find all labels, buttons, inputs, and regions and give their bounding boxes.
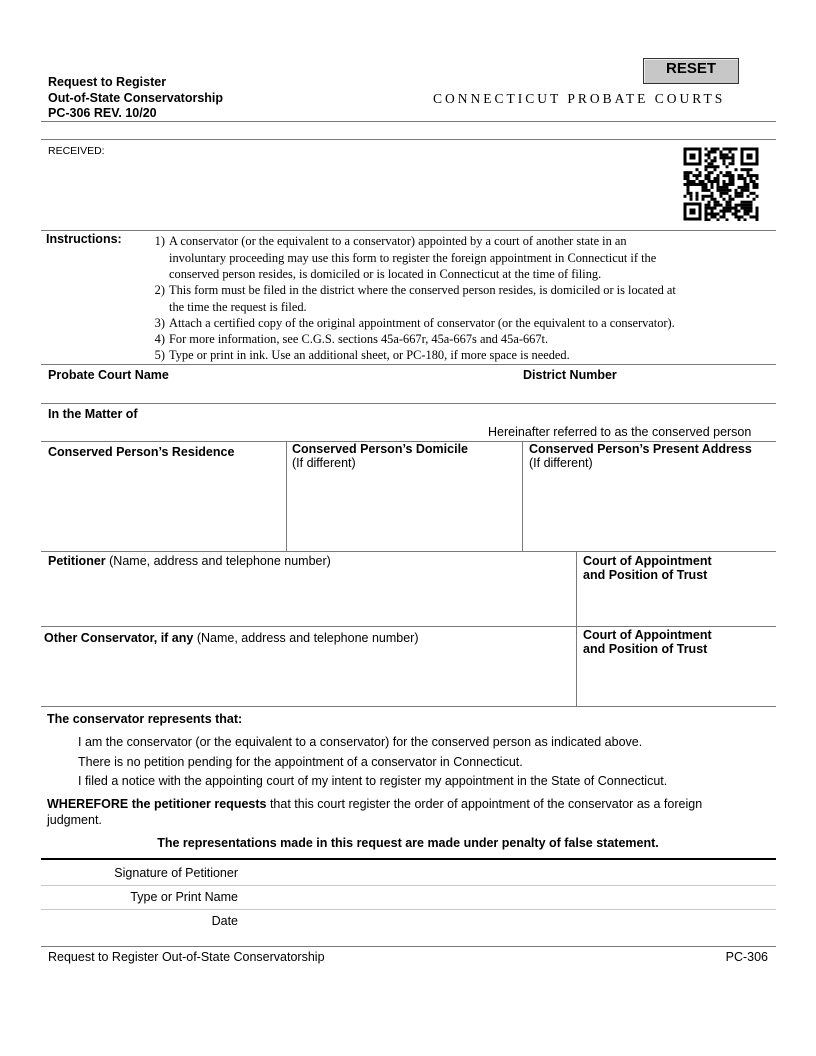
probate-court-name-label[interactable]: Probate Court Name bbox=[48, 368, 169, 382]
signature-field[interactable] bbox=[246, 862, 774, 884]
instruction-item-2: 2) This form must be filed in the district where the conserved person resides, is domiciled or is located at the time the request is filed. bbox=[154, 283, 676, 314]
print-name-label: Type or Print Name bbox=[130, 890, 238, 904]
instructions-top-divider bbox=[41, 230, 776, 231]
form-title-line2: Out-of-State Conservatorship bbox=[48, 90, 224, 105]
reset-button[interactable]: RESET bbox=[643, 58, 739, 84]
date-label: Date bbox=[211, 914, 238, 928]
domicile-field[interactable] bbox=[292, 443, 468, 470]
other-conservator-top-divider bbox=[41, 626, 776, 627]
address-col-divider-1 bbox=[286, 441, 287, 551]
other-conservator-label: Other Conservator, if any bbox=[44, 631, 194, 645]
petitioner-note: (Name, address and telephone number) bbox=[109, 554, 331, 568]
received-label: RECEIVED: bbox=[48, 145, 105, 157]
other-conservator-note: (Name, address and telephone number) bbox=[196, 631, 419, 645]
date-field[interactable] bbox=[246, 911, 774, 933]
domicile-note: (If different) bbox=[292, 455, 356, 470]
instruction-item-5: 5) Type or print in ink. Use an additional sheet, or PC-180, if more space is needed. bbox=[154, 348, 570, 362]
instruction-item-3: 3) Attach a certified copy of the original appointment of conservator (or the equivalent to a conservator). bbox=[154, 316, 675, 330]
in-the-matter-of-label[interactable]: In the Matter of bbox=[48, 407, 138, 421]
court-of-appointment-1-field[interactable]: Court of Appointment and Position of Trust bbox=[583, 554, 712, 582]
district-number-label[interactable]: District Number bbox=[523, 368, 617, 382]
qr-code-icon bbox=[683, 147, 759, 221]
statement-1: I am the conservator (or the equivalent to a conservator) for the conserved person as indicated above. bbox=[78, 735, 643, 749]
wherefore-rest: that this court register the order of appointment of the conservator as a foreign bbox=[266, 797, 703, 811]
court-of-appointment-2-field[interactable]: Court of Appointment and Position of Trust bbox=[583, 628, 712, 656]
present-address-label: Conserved Person’s Present Address bbox=[529, 442, 752, 456]
header-divider bbox=[41, 121, 776, 122]
statement-2: There is no petition pending for the appointment of a conservator in Connecticut. bbox=[78, 755, 523, 769]
instructions-label: Instructions: bbox=[46, 232, 122, 246]
present-address-field[interactable] bbox=[529, 443, 752, 470]
wherefore-paragraph bbox=[47, 797, 772, 828]
footer-form-number: PC-306 bbox=[725, 950, 768, 964]
signature-row-divider bbox=[41, 885, 776, 886]
petitioner-field[interactable] bbox=[48, 554, 331, 568]
domicile-label: Conserved Person’s Domicile bbox=[292, 442, 468, 456]
received-top-divider bbox=[41, 139, 776, 140]
wherefore-bold: WHEREFORE the petitioner requests bbox=[47, 797, 267, 811]
penalty-statement: The representations made in this request are made under penalty of false statement. bbox=[157, 836, 659, 850]
form-number: PC-306 REV. 10/20 bbox=[48, 106, 157, 120]
residence-label[interactable]: Conserved Person’s Residence bbox=[48, 445, 235, 459]
signature-top-rule bbox=[41, 858, 776, 860]
form-title-block bbox=[48, 75, 223, 122]
petitioner-top-divider bbox=[41, 551, 776, 552]
print-name-field[interactable] bbox=[246, 887, 774, 909]
present-address-note: (If different) bbox=[529, 455, 593, 470]
representations-heading: The conservator represents that: bbox=[47, 712, 243, 726]
statement-3: I filed a notice with the appointing court of my intent to register my appointment in the State of Connecticut. bbox=[78, 774, 668, 788]
courts-title: CONNECTICUT PROBATE COURTS bbox=[433, 91, 726, 106]
matter-top-divider bbox=[41, 403, 776, 404]
court-row-top-divider bbox=[41, 364, 776, 365]
instruction-item-1: 1) A conservator (or the equivalent to a conservator) appointed by a court of another state in an involuntary proceeding may use this form to register the foreign appointment in Connecticut if the conserved person resides, is domiciled or is located in Connecticut at the time of filing. bbox=[154, 234, 657, 281]
petitioner-col-divider bbox=[576, 551, 577, 706]
signature-label: Signature of Petitioner bbox=[114, 866, 238, 880]
footer-form-title: Request to Register Out-of-State Conservatorship bbox=[48, 950, 325, 964]
name-row-divider bbox=[41, 909, 776, 910]
hereinafter-note: Hereinafter referred to as the conserved person bbox=[488, 425, 752, 439]
form-title-line1: Request to Register bbox=[48, 75, 167, 89]
petitioner-label: Petitioner bbox=[48, 554, 106, 568]
wherefore-line2: judgment. bbox=[47, 812, 102, 827]
other-conservator-field[interactable] bbox=[44, 631, 419, 645]
representations-top-divider bbox=[41, 706, 776, 707]
address-col-divider-2 bbox=[522, 441, 523, 551]
instruction-item-4: 4) For more information, see C.G.S. sections 45a-667r, 45a-667s and 45a-667t. bbox=[154, 332, 549, 346]
footer-divider bbox=[41, 946, 776, 947]
